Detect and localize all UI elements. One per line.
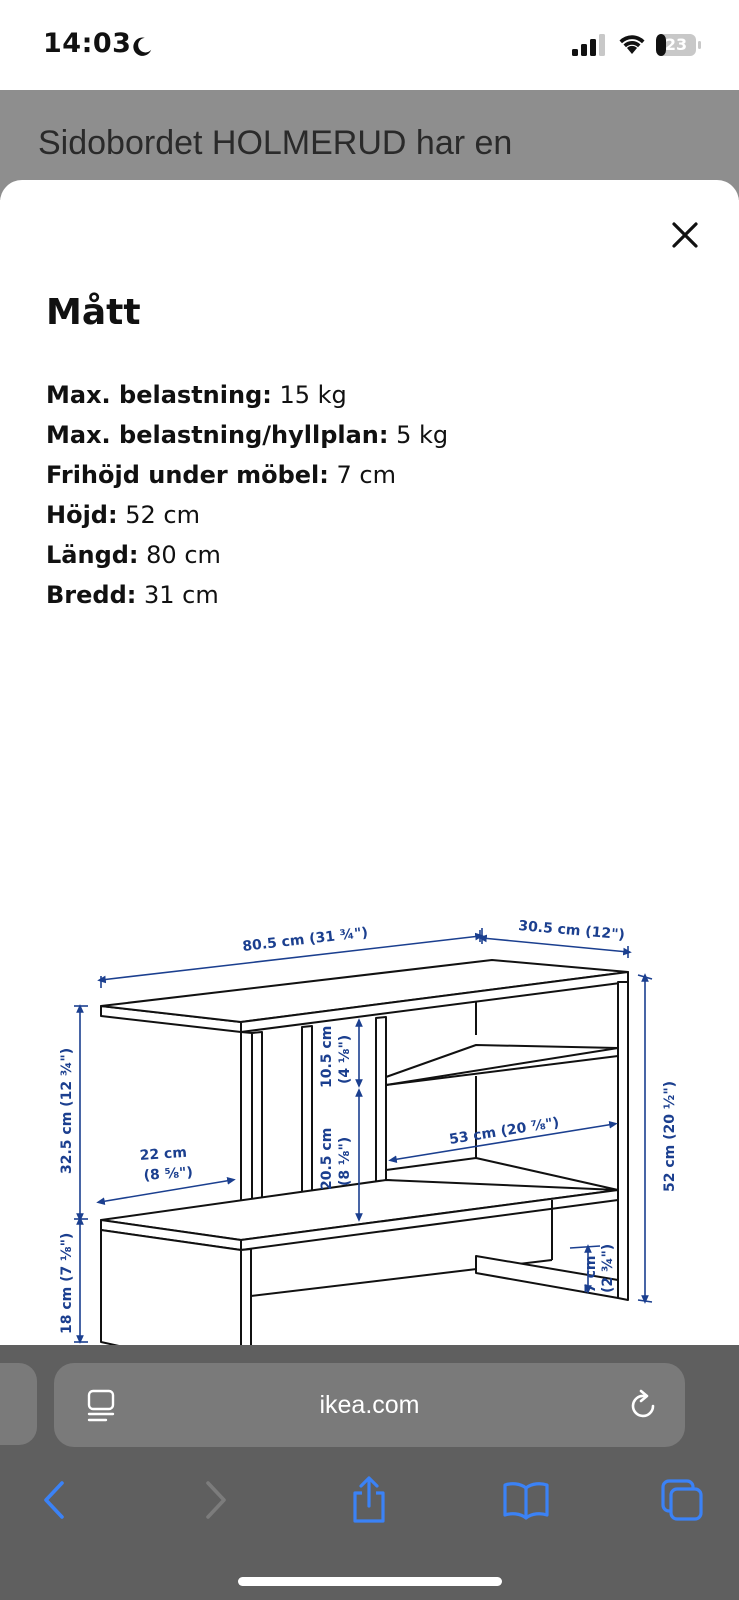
home-indicator (238, 1577, 502, 1586)
wifi-icon (617, 33, 647, 55)
label-clearance: 7 cm (583, 1255, 599, 1293)
close-button[interactable] (666, 216, 704, 254)
back-button[interactable] (25, 1470, 85, 1530)
previous-tab-preview[interactable] (0, 1363, 37, 1445)
spec-row (46, 495, 448, 535)
label-step-width-in: (8 ⅝") (143, 1164, 194, 1184)
cellular-signal-icon (572, 34, 606, 56)
spec-label: Max. belastning: (46, 381, 272, 409)
label-total-height: 52 cm (20 ½") (662, 1080, 678, 1192)
spec-value: 80 cm (138, 541, 221, 569)
tabs-button[interactable] (652, 1470, 712, 1530)
chevron-left-icon (40, 1479, 70, 1521)
close-icon (666, 216, 704, 254)
label-compartment-lower-in: (8 ⅛") (337, 1136, 353, 1186)
chevron-right-icon (200, 1479, 230, 1521)
label-compartment-lower: 20.5 cm (319, 1127, 335, 1190)
label-depth: 30.5 cm (12") (517, 918, 626, 944)
moon-icon (131, 36, 153, 58)
address-bar[interactable] (54, 1363, 685, 1447)
spec-row (46, 375, 448, 415)
browser-toolbar (0, 1345, 739, 1600)
label-compartment-upper: 10.5 cm (319, 1025, 335, 1088)
spec-label: Längd: (46, 541, 139, 569)
spec-row (46, 415, 448, 455)
sheet-title: Mått (46, 292, 141, 333)
tabs-icon (660, 1478, 704, 1522)
spec-label: Höjd: (46, 501, 118, 529)
spec-value: 52 cm (117, 501, 200, 529)
spec-label: Max. belastning/hyllplan: (46, 421, 389, 449)
spec-list (46, 375, 448, 615)
spec-value: 5 kg (388, 421, 449, 449)
label-clearance-in: (2 ¾") (600, 1243, 616, 1293)
spec-row (46, 575, 448, 615)
background-heading: Sidobordet HOLMERUD har en (38, 124, 513, 162)
label-step-width: 22 cm (139, 1144, 188, 1164)
reload-icon[interactable] (628, 1389, 660, 1423)
status-time: 14:03 (43, 28, 132, 59)
status-bar (0, 0, 739, 90)
label-top-length: 80.5 cm (31 ¾") (241, 924, 369, 955)
spec-value: 7 cm (328, 461, 396, 489)
bookmarks-button[interactable] (496, 1470, 556, 1530)
label-lower-height: 18 cm (7 ⅛") (59, 1232, 75, 1334)
book-icon (502, 1480, 550, 1520)
url-text[interactable]: ikea.com (319, 1391, 420, 1419)
spec-label: Bredd: (46, 581, 137, 609)
share-button[interactable] (339, 1470, 399, 1530)
label-upper-height: 32.5 cm (12 ¾") (59, 1047, 75, 1174)
battery-level: 23 (664, 35, 688, 54)
forward-button[interactable] (185, 1470, 245, 1530)
dimensions-sheet (0, 180, 739, 1345)
spec-row (46, 455, 448, 495)
spec-row (46, 535, 448, 575)
label-shelf-width: 53 cm (20 ⅞") (448, 1114, 561, 1148)
spec-value: 31 cm (136, 581, 219, 609)
share-icon (349, 1476, 389, 1524)
spec-value: 15 kg (271, 381, 347, 409)
dimension-diagram (40, 740, 700, 1345)
spec-label: Frihöjd under möbel: (46, 461, 329, 489)
label-compartment-upper-in: (4 ⅛") (337, 1034, 353, 1084)
battery-indicator (656, 34, 702, 56)
